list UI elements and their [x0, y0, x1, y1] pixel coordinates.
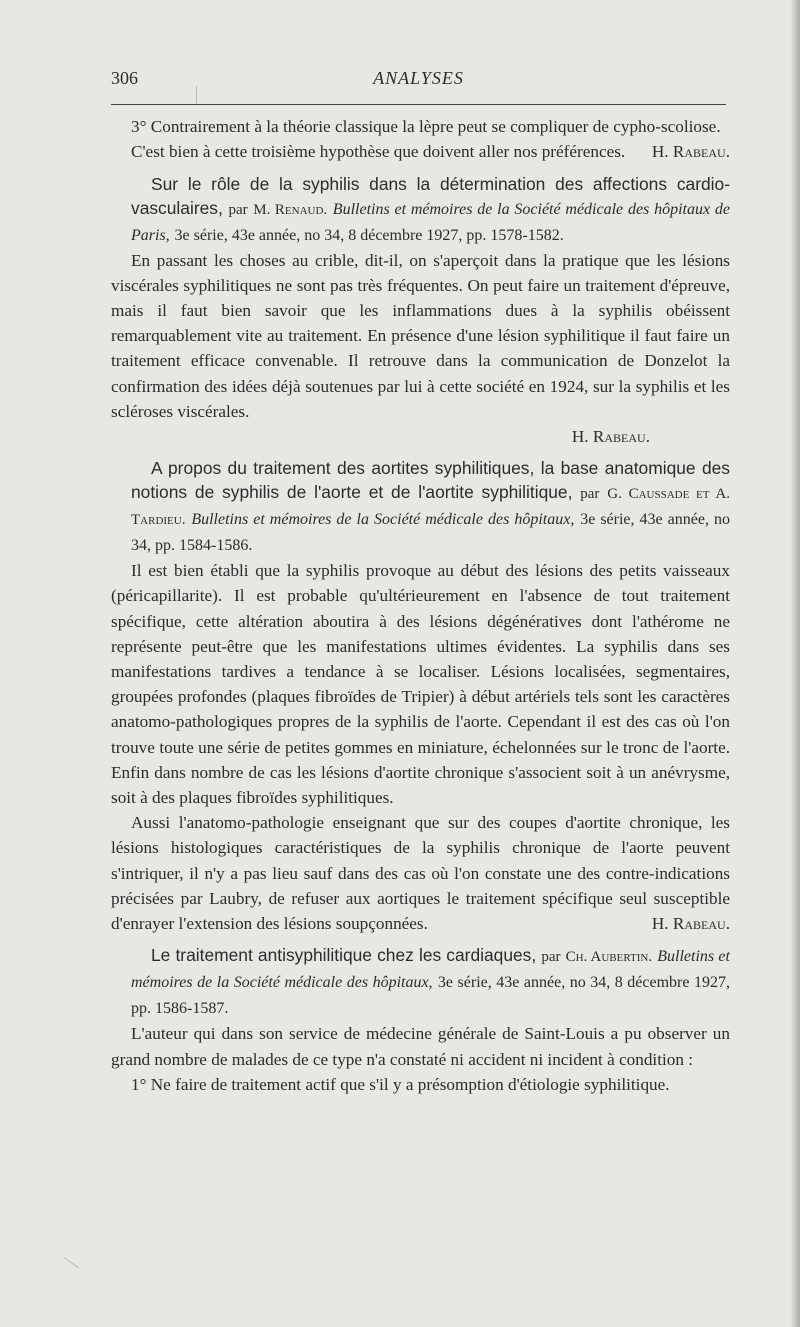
page-header [111, 68, 726, 92]
entry-1-by: par [228, 201, 248, 218]
abstract-entry-1 [111, 172, 730, 450]
header-rule [111, 104, 726, 105]
article-body [111, 114, 730, 1097]
entry-2-authors: G. Caussade et A. Tardieu. [131, 486, 730, 529]
entry-2-heading [111, 456, 730, 558]
page-edge-shadow [790, 0, 800, 1327]
entry-1-heading [111, 172, 730, 248]
continuation-paragraph-2: C'est bien à cette troisième hypothèse que doivent aller nos préférences. [131, 142, 626, 162]
entry-1-title: Sur le rôle de la syphilis dans la détermination des affections cardio-vasculaires, [131, 173, 730, 218]
entry-3-paragraph-2: 1° Ne faire de traitement actif que s'il y a présomption d'étiologie syphilitique. [131, 1074, 670, 1094]
entry-1-authors: M. Renaud. [253, 201, 328, 218]
page-number: 306 [111, 68, 138, 88]
entry-1-journal: Bulletins et mémoires de la Société médicale des hôpitaux de Paris, [131, 200, 730, 244]
entry-2-signature: H. Rabeau. [651, 914, 730, 934]
scan-speck [196, 86, 197, 104]
continuation-paragraph-1: 3° Contrairement à la théorie classique la lèpre peut se compliquer de cypho-scoliose. [131, 117, 721, 136]
entry-3-journal: Bulletins et mémoires de la Société médicale des hôpitaux, [131, 948, 730, 992]
abstract-entry-2 [111, 456, 730, 936]
entry-2-paragraph-2: Aussi l'anatomo-pathologie enseignant que sur des coupes d'aortite chronique, les lésions histologiques caractéristiques de la syphilis chronique de l'aorte peuvent s'intriquer, il n'y a pas lieu sauf dans des cas où l'on constate une des contre-indications précisées par Laubry, de refuser aux aortiques le traitement spécifique seul susceptible d'enrayer l'extension des lésions soupçonnées. [111, 813, 730, 934]
entry-3-authors: Ch. Aubertin. [565, 949, 653, 966]
abstract-entry-3 [111, 943, 730, 1097]
scan-speck [63, 1257, 78, 1268]
running-head: ANALYSES [373, 68, 464, 88]
continuation-signature: H. Rabeau. [651, 142, 730, 162]
entry-3-heading [111, 943, 730, 1021]
entry-3-title: Le traitement antisyphilitique chez les cardiaques, [151, 945, 537, 966]
entry-2-by: par [580, 486, 600, 503]
entry-1-paragraph-1: En passant les choses au crible, dit-il, on s'aperçoit dans la pratique que les lésions viscérales syphilitiques ne sont pas très fréquentes. On peut faire un traitement d'épreuve, mais il faut bien savoir que les inflammations dues à la syphilis obéissent remarquablement vite au traitement. En présence d'une lésion syphilitique il faut faire un traitement efficace convenable. Il retrouve dans la communication de Donzelot la confirmation des idées déjà soutenues par lui à cette société en 1924, sur la syphilis et les scléroses viscérales. [111, 250, 730, 421]
entry-3-paragraph-1: L'auteur qui dans son service de médecine générale de Saint-Louis a pu observer un grand nombre de malades de ce type n'a constaté ni accident ni incident à condition : [111, 1024, 730, 1069]
entry-2-journal: Bulletins et mémoires de la Société médicale des hôpitaux, [191, 511, 575, 529]
entry-3-ref-details: 3e série, 43e année, no 34, 8 décembre 1927, pp. 1586-1587. [131, 974, 730, 1018]
entry-2-ref-details: 3e série, 43e année, no 34, pp. 1584-1586. [131, 511, 730, 555]
entry-2-title: A propos du traitement des aortites syphilitiques, la base anatomique des notions de syphilis de l'aorte et de l'aortite syphilitique, [131, 458, 730, 503]
entry-2-paragraph-1: Il est bien établi que la syphilis provoque au début des lésions des petits vaisseaux (péricapillarite). Il est probable qu'ultérieurement en l'absence de tout traitement spécifique, cette altération aboutira à des lésions dégénératives dont l'athérome ne représente peut-être que les manifestations ultimes évidentes. La syphilis dans ses manifestations tardives a tendance à se localiser. Lésions localisées, segmentaires, groupées profondes (plaques fibroïdes de Tripier) à début artériels tels sont les caractères anatomo-pathologiques propres de la syphilis de l'aorte. Cependant il est des cas où l'on trouve toute une série de petites gommes en miniature, échelonnées sur le tronc de l'aorte. Enfin dans nombre de cas les lésions d'aortite chronique s'associent soit à un anévrysme, soit à des plaques fibroïdes syphilitiques. [111, 561, 730, 808]
entry-3-by: par [541, 949, 561, 966]
entry-1-ref-details: 3e série, 43e année, no 34, 8 décembre 1927, pp. 1578-1582. [174, 226, 564, 244]
entry-1-signature: H. Rabeau. [571, 427, 650, 447]
